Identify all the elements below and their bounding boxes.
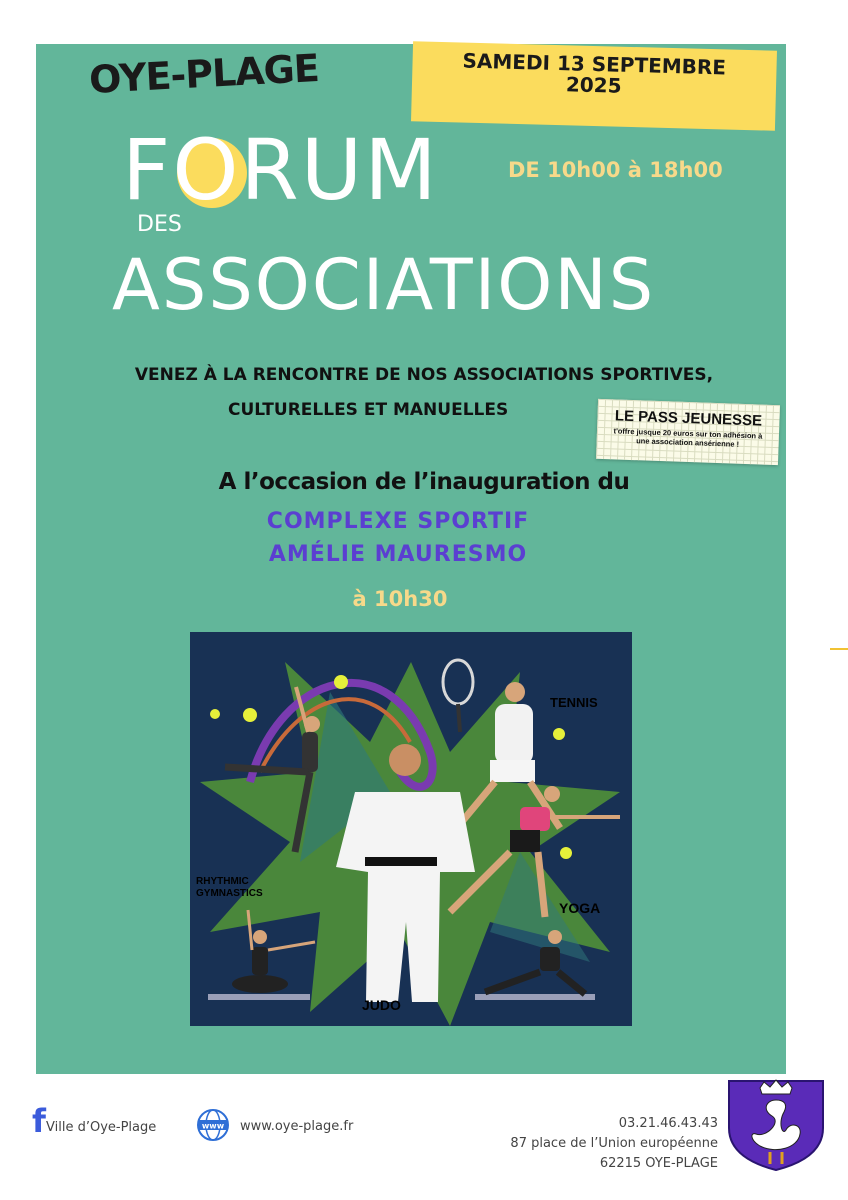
intro-line-2: CULTURELLES ET MANUELLES bbox=[228, 400, 509, 420]
address-line-2: 62215 OYE-PLAGE bbox=[599, 1156, 718, 1171]
edge-mark bbox=[830, 648, 848, 650]
associations-title: ASSOCIATIONS bbox=[112, 244, 656, 326]
contact-block bbox=[460, 1114, 718, 1174]
globe-icon bbox=[196, 1108, 230, 1142]
complexe-line-2: AMÉLIE MAURESMO bbox=[268, 542, 528, 567]
des-word: DES bbox=[137, 212, 182, 237]
phone-number: 03.21.46.43.43 bbox=[618, 1116, 718, 1131]
intro-line-1: VENEZ À LA RENCONTRE DE NOS ASSOCIATIONS SPORTIVES, bbox=[134, 365, 714, 385]
label-yoga: YOGA bbox=[559, 900, 601, 916]
pass-title: LE PASS JEUNESSE bbox=[614, 407, 763, 430]
label-rhythmic-2: GYMNASTICS bbox=[196, 888, 263, 899]
label-rhythmic-1: RHYTHMIC bbox=[196, 876, 249, 887]
pass-subtitle: t'offre jusque 20 euros sur ton adhésion à une association ansérienne ! bbox=[613, 426, 763, 449]
opening-hours: DE 10h00 à 18h00 bbox=[508, 158, 723, 182]
date-line-1: SAMEDI 13 SEPTEMBRE bbox=[462, 48, 727, 80]
tennis-ball bbox=[210, 709, 220, 719]
forum-title: FORUM bbox=[122, 121, 439, 219]
complexe-name bbox=[0, 505, 796, 571]
website-link[interactable] bbox=[196, 1108, 386, 1142]
inauguration-line: A l’occasion de l’inauguration du bbox=[218, 469, 630, 495]
label-tennis: TENNIS bbox=[550, 695, 598, 710]
tennis-ball bbox=[243, 708, 257, 722]
town-crest-logo bbox=[726, 1078, 826, 1172]
svg-text:www: www bbox=[201, 1121, 225, 1131]
complexe-line-1: COMPLEXE SPORTIF bbox=[266, 509, 530, 534]
city-title: OYE-PLAGE bbox=[88, 45, 320, 102]
label-judo: JUDO bbox=[362, 997, 401, 1013]
facebook-label: Ville d’Oye-Plage bbox=[46, 1120, 157, 1135]
address-line-1: 87 place de l’Union européenne bbox=[510, 1136, 718, 1151]
facebook-icon: f bbox=[32, 1102, 46, 1140]
website-label: www.oye-plage.fr bbox=[240, 1119, 354, 1134]
tennis-ball bbox=[334, 675, 348, 689]
date-line-2: 2025 bbox=[565, 72, 622, 98]
sports-illustration bbox=[190, 632, 632, 1026]
tennis-ball bbox=[560, 847, 572, 859]
pass-jeunesse-note bbox=[596, 399, 780, 465]
tennis-ball bbox=[553, 728, 565, 740]
inauguration-time: à 10h30 bbox=[352, 587, 448, 611]
